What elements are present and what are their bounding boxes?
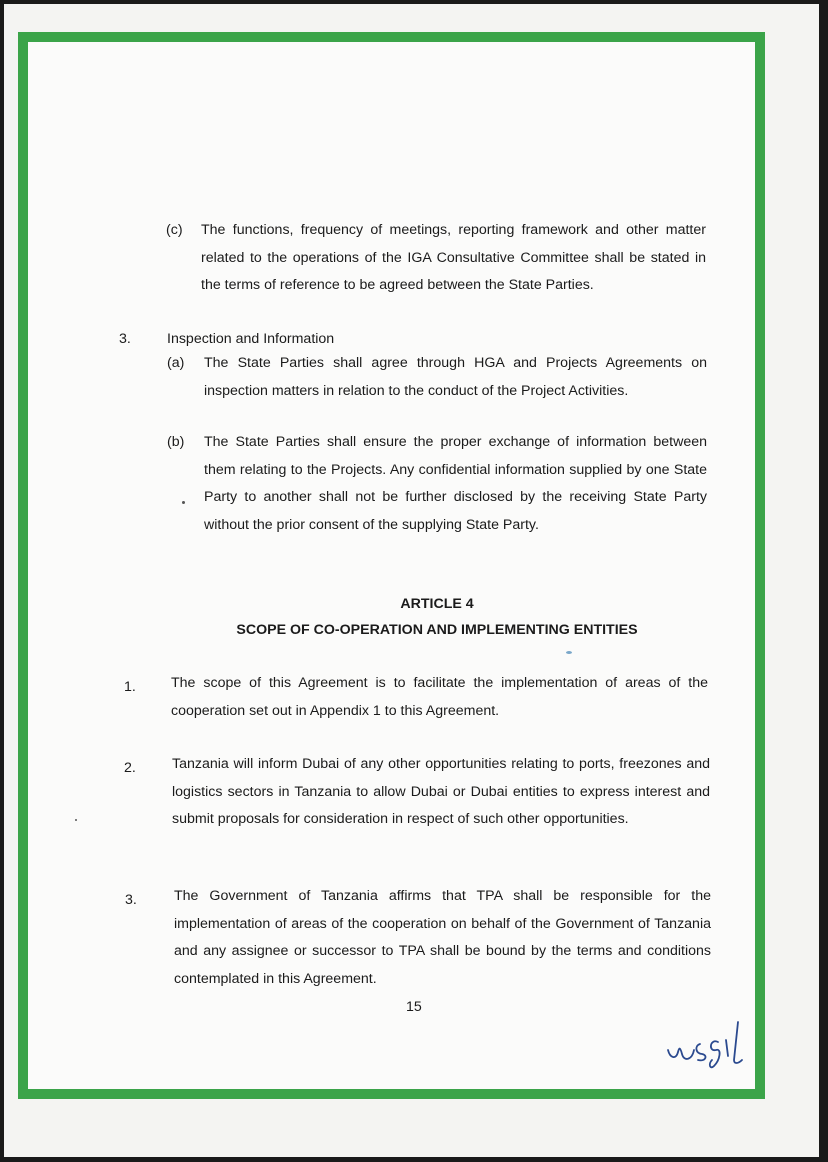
article-title: ARTICLE 4: [400, 596, 474, 612]
item-b-text: The State Parties shall ensure the proper exchange of information between them relating to the Projects. Any confidential information supplied by one State Party to another shall not be further disclosed by the receiving State Party without the prior consent of the supplying State Party.: [204, 434, 707, 533]
clause-1-number: 1.: [124, 679, 136, 695]
item-b-label: (b): [167, 434, 185, 450]
article-subtitle: SCOPE OF CO-OPERATION AND IMPLEMENTING ENTITIES: [236, 622, 638, 638]
item-a-text: The State Parties shall agree through HGA and Projects Agreements on inspection matters in relation to the conduct of the Project Activities.: [204, 355, 707, 399]
stray-mark: [75, 819, 77, 821]
handwritten-signature: [664, 1016, 754, 1072]
document-page: [4, 4, 819, 1157]
clause-3-number: 3.: [125, 892, 137, 908]
page-number: 15: [406, 999, 422, 1015]
clause-1-text: The scope of this Agreement is to facilitate the implementation of areas of the cooperation set out in Appendix 1 to this Agreement.: [171, 675, 708, 719]
stray-mark: [566, 651, 572, 654]
section-3-number: 3.: [119, 331, 131, 347]
item-a-label: (a): [167, 355, 185, 371]
section-3-heading: Inspection and Information: [167, 331, 335, 347]
handwritten-initials: [102, 1054, 202, 1088]
clause-2-number: 2.: [124, 760, 136, 776]
item-c-text: The functions, frequency of meetings, reporting framework and other matter related to the operations of the IGA Consultative Committee shall be stated in the terms of reference to be agreed between the State Parties.: [201, 222, 706, 293]
clause-3-text: The Government of Tanzania affirms that TPA shall be responsible for the implementation of areas of the cooperation on behalf of the Government of Tanzania and any assignee or successor to TPA shall be bound by the terms and conditions contemplated in this Agreement.: [174, 888, 711, 987]
clause-2-text: Tanzania will inform Dubai of any other opportunities relating to ports, freezones and logistics sectors in Tanzania to allow Dubai or Dubai entities to express interest and submit proposals for consideration in respect of such other opportunities.: [172, 756, 710, 827]
stray-mark: [182, 501, 185, 504]
item-c-label: (c): [166, 222, 183, 238]
